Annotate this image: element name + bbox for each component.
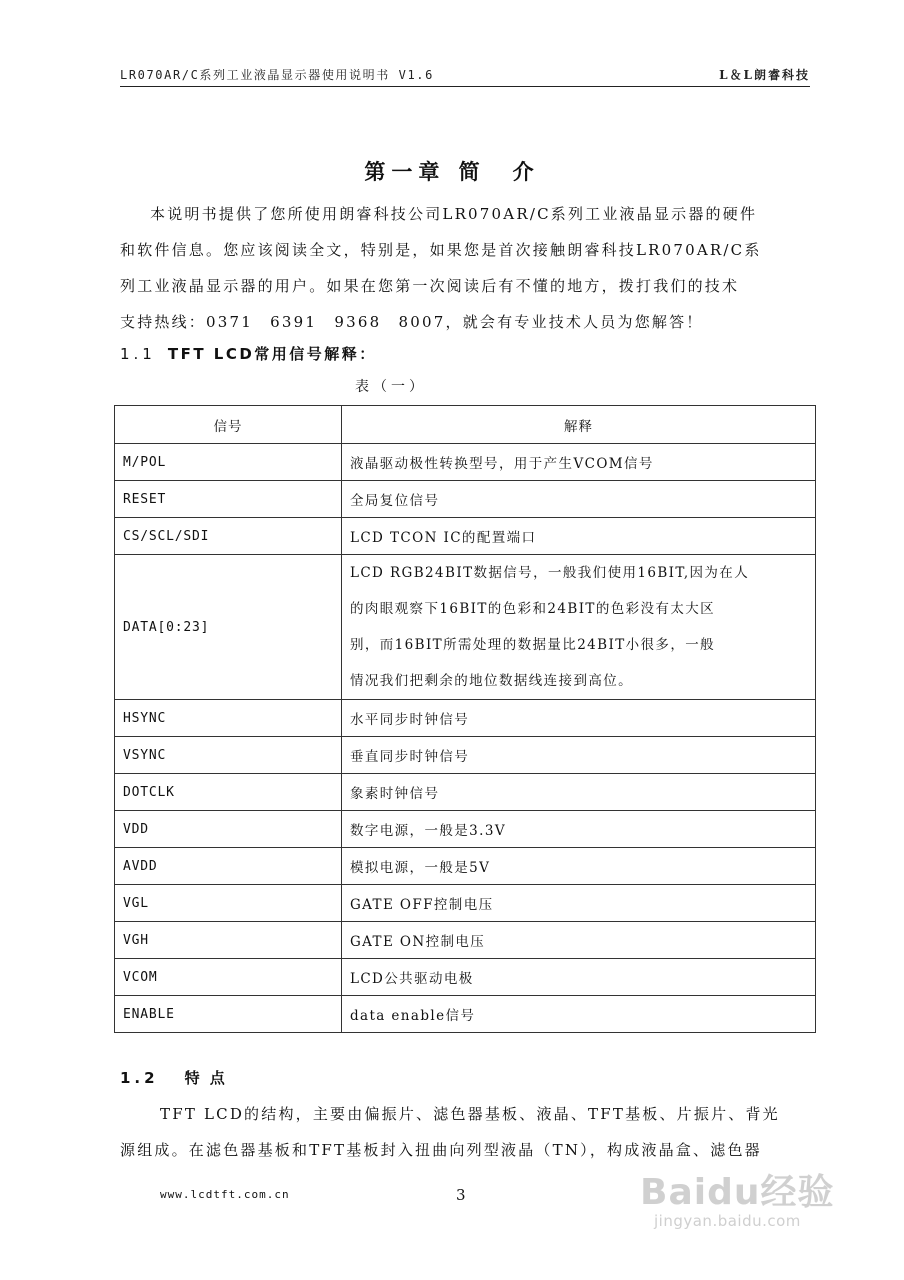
signal-cell: ENABLE	[115, 996, 342, 1033]
table-row	[115, 811, 816, 848]
explanation-cell: 水平同步时钟信号	[341, 700, 815, 737]
intro-line: 和软件信息。您应该阅读全文，特别是，如果您是首次接触朗睿科技LR070AR/C系	[120, 241, 762, 259]
signal-cell: CS/SCL/SDI	[115, 518, 342, 555]
explanation-cell: 象素时钟信号	[341, 774, 815, 811]
explanation-cell: GATE OFF控制电压	[341, 885, 815, 922]
table-row	[115, 700, 816, 737]
header-company: L＆L朗睿科技	[719, 68, 810, 82]
features-line: 源组成。在滤色器基板和TFT基板封入扭曲向列型液晶（TN），构成液晶盒、滤色器	[120, 1141, 762, 1159]
signal-cell: VSYNC	[115, 737, 342, 774]
intro-line: 支持热线：0371 6391 9368 8007，就会有专业技术人员为您解答！	[120, 313, 704, 331]
intro-line: 本说明书提供了您所使用朗睿科技公司LR070AR/C系列工业液晶显示器的硬件	[150, 205, 758, 223]
signal-cell: DOTCLK	[115, 774, 342, 811]
column-header-signal: 信号	[115, 406, 342, 444]
explanation-cell: LCD TCON IC的配置端口	[341, 518, 815, 555]
table-row	[115, 922, 816, 959]
signal-cell: HSYNC	[115, 700, 342, 737]
explanation-cell: 数字电源，一般是3.3V	[341, 811, 815, 848]
header-rule	[120, 86, 810, 87]
explanation-cell: GATE ON控制电压	[341, 922, 815, 959]
signal-table	[114, 405, 816, 1033]
features-paragraph	[120, 1096, 810, 1168]
table-row	[115, 518, 816, 555]
table-caption: 表（一）	[355, 379, 427, 395]
table-header-row	[115, 406, 816, 444]
section-heading-1-1	[120, 343, 377, 364]
explanation-cell: LCD公共驱动电极	[341, 959, 815, 996]
section-number: 1.1	[120, 345, 156, 363]
signal-cell: VGL	[115, 885, 342, 922]
features-line: TFT LCD的结构，主要由偏振片、滤色器基板、液晶、TFT基板、片振片、背光	[160, 1105, 780, 1123]
signal-cell: VGH	[115, 922, 342, 959]
explanation-cell	[341, 555, 815, 700]
explanation-line: LCD RGB24BIT数据信号，一般我们使用16BIT,因为在人	[349, 565, 750, 581]
table-row	[115, 774, 816, 811]
explanation-line: 别，而16BIT所需处理的数据量比24BIT小很多，一般	[349, 637, 716, 653]
table-row	[115, 848, 816, 885]
explanation-line: 情况我们把剩余的地位数据线连接到高位。	[349, 673, 634, 689]
page-number: 3	[456, 1186, 466, 1204]
page-header	[120, 66, 810, 84]
explanation-cell: 液晶驱动极性转换型号，用于产生VCOM信号	[341, 444, 815, 481]
table-row	[115, 737, 816, 774]
section-title: 特 点	[184, 1069, 228, 1087]
signal-cell: DATA[0:23]	[115, 555, 342, 700]
signal-cell: M/POL	[115, 444, 342, 481]
explanation-cell: 垂直同步时钟信号	[341, 737, 815, 774]
table-row	[115, 481, 816, 518]
explanation-cell: data enable信号	[341, 996, 815, 1033]
table-row	[115, 555, 816, 700]
table-row	[115, 444, 816, 481]
intro-paragraph	[120, 196, 810, 340]
footer-url: www.lcdtft.com.cn	[160, 1188, 290, 1201]
signal-cell: RESET	[115, 481, 342, 518]
watermark-url: jingyan.baidu.com	[654, 1212, 801, 1230]
section-title: TFT LCD常用信号解释：	[167, 345, 377, 363]
watermark-logo: Baidu经验	[640, 1172, 835, 1213]
section-number: 1.2	[120, 1069, 159, 1087]
explanation-cell: 全局复位信号	[341, 481, 815, 518]
signal-cell: VDD	[115, 811, 342, 848]
intro-line: 列工业液晶显示器的用户。如果在您第一次阅读后有不懂的地方，拨打我们的技术	[120, 277, 740, 295]
baidu-watermark	[640, 1164, 850, 1240]
table-row	[115, 959, 816, 996]
table-row	[115, 885, 816, 922]
signal-cell: AVDD	[115, 848, 342, 885]
header-manual-title: LR070AR/C系列工业液晶显示器使用说明书 V1.6	[120, 68, 434, 82]
signal-cell: VCOM	[115, 959, 342, 996]
explanation-cell: 模拟电源，一般是5V	[341, 848, 815, 885]
column-header-explanation: 解释	[341, 406, 815, 444]
chapter-title: 第一章 简 介	[364, 160, 540, 184]
explanation-line: 的肉眼观察下16BIT的色彩和24BIT的色彩没有太大区	[349, 601, 716, 617]
table-row	[115, 996, 816, 1033]
section-heading-1-2	[120, 1067, 227, 1088]
